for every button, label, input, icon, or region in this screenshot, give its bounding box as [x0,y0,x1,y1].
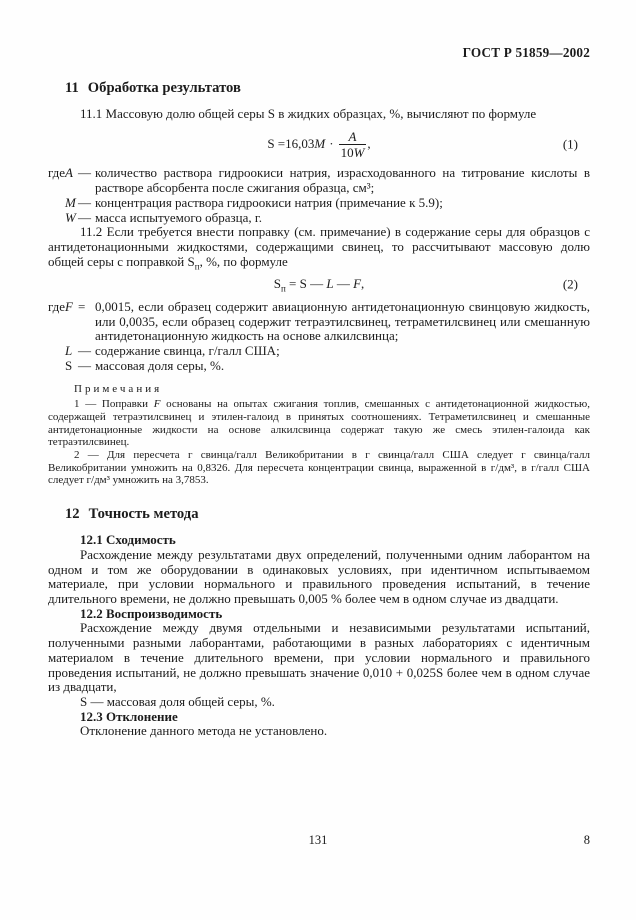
page-number-center: 131 [308,833,328,847]
formula-punctuation: , [367,135,371,151]
page-number-right: 8 [583,833,590,847]
variable-m: M [65,194,76,210]
section-12-heading [65,506,590,523]
definition-item-l [48,344,590,359]
section-number: 11 [65,79,79,96]
formula-variable-l: L [326,276,334,292]
equals-separator: = [78,299,86,315]
dash-separator: — [78,343,91,359]
formula-s: S [273,276,281,292]
paragraph-12-3: Отклонение данного метода не установлено. [80,723,328,739]
formula-variable-a: A [348,129,357,145]
paragraph-11-2 [48,224,590,272]
definition-item-w [48,211,590,226]
variable-f: F [65,299,73,315]
dash-separator: — [78,194,91,210]
formula-2-expression [273,276,365,294]
section-number: 12 [65,506,80,523]
formula-variable-w: W [353,145,365,161]
fraction-numerator [339,129,367,145]
formula-variable-f: F [353,276,362,292]
variable-a: A [65,165,73,181]
definition-text-l: содержание свинца, г/галл США; [95,343,280,359]
section-title: Обработка результатов [87,79,241,96]
definition-text-m: концентрация раствора гидроокиси натрия (примечание к 5.9); [95,194,443,210]
definition-text-s: массовая доля серы, %. [95,357,225,373]
subscript-p: п [280,283,286,294]
notes-block [48,383,590,488]
notes-heading: Примечания [74,382,163,395]
formula-2-number: (2) [562,276,578,292]
where-label: где [48,165,66,181]
formula-punctuation: , [361,276,365,292]
subsection-12-2-heading: 12.2 Воспроизводимость [80,605,223,621]
paragraph-11-1: 11.1 Массовую долю общей серы S в жидких образцах, %, вычисляют по формуле [80,105,537,121]
fraction-denominator [339,145,367,160]
formula-mid: = S — [285,276,327,292]
dash-separator: — [78,165,91,181]
note-2: 2 — Для пересчета г свинца/галл Великобритании в г свинца/галл США следует г свинца/галл Великобритании умножить на 0,8326. Для пересчета концентрации свинца, выраженной в г/дм³, в г/галл США следует г/дм³ умножить на 3,7853. [48,449,590,487]
s-definition-line: S — массовая доля общей серы, %. [80,693,275,709]
subscript-p: п [194,261,200,272]
definition-item-m [48,196,590,211]
dash-separator: — [78,209,91,225]
formula-1-number: (1) [562,136,578,152]
formula-variable-m: M [314,135,326,151]
definition-text-f: 0,0015, если образец содержит авиационную антидетонационную свинцовую жидкость, или 0,0035, если образец содержит тетраэтилсвинец, тетраметилсвинец или смешанную антидетонационную жидкость на основе алкилсвинца; [95,299,590,344]
minus-dash: — [333,276,354,292]
note-1 [48,398,590,449]
multiplication-dot: · [329,135,334,151]
note-variable-f: F [153,398,161,411]
page-content [48,46,590,739]
definition-item-a [48,166,590,195]
formula-2 [48,277,590,292]
variable-w: W [65,209,76,225]
fraction [339,129,367,160]
doc-number-header: ГОСТ Р 51859—2002 [462,45,590,60]
section-title: Точность метода [88,506,199,523]
subsection-12-3-heading: 12.3 Отклонение [80,708,178,724]
dash-separator: — [78,357,91,373]
formula-coefficient: 16,03 [285,135,315,151]
subsection-12-1-heading: 12.1 Сходимость [80,532,176,548]
where-label: где [48,299,66,315]
section-11-heading [65,80,590,97]
formula-1-expression [267,129,371,161]
paragraph-12-2: Расхождение между двумя отдельными и независимыми результатами испытаний, полученными разными лаборантами, работающими в разных лабораториях с идентичным материалом в течение длительного времени, при условии нормального и правильного проведения испытаний, не должно превышать значение 0,010 + 0,025S более чем в одном случае из двадцати, [48,620,590,695]
formula-lhs: S = [267,135,286,151]
formula-1 [48,129,590,160]
definition-item-s [48,359,590,374]
note-1-lead: 1 — Поправки [74,398,154,411]
paragraph-11-2-tail: , %, по формуле [199,253,288,269]
paragraph-12-1: Расхождение между результатами двух определений, полученными одним лаборантом на одном и том же оборудовании в одинаковых условиях, при идентичном испытываемом материале, при условии нормального и правильного проведения испытаний, в течение длительного времени, не должно превышать 0,005 % более чем в одном случае из двадцати. [48,546,590,606]
denominator-coefficient: 10 [340,145,354,161]
definition-text-a: количество раствора гидроокиси натрия, израсходованного на титрование кислоты в растворе абсорбента после сжигания образца, см³; [95,165,590,196]
variable-s: S [65,357,73,373]
variable-l: L [65,343,73,359]
paragraph-11-2-text: 11.2 Если требуется внести поправку (см. примечание) в содержание серы для образцов с антидетонационными жидкостями, содержащими свинец, то рассчитывают массовую долю общей серы с поправкой S [48,224,590,269]
definition-text-w: масса испытуемого образца, г. [95,209,263,225]
definition-item-f [48,300,590,344]
note-1-text: основаны на опытах сжигания топлив, смешанных с антидетонационной жидкостью, содержащей тетраэтилсвинец и этилен-галоид в принятых соотношениях. Тетраметилсвинец и смешанные антидетонационные жидкости на основе алкилсвинца содержат такую же смесь этилен-галоида как тетраэтилсвинец. [48,398,590,449]
